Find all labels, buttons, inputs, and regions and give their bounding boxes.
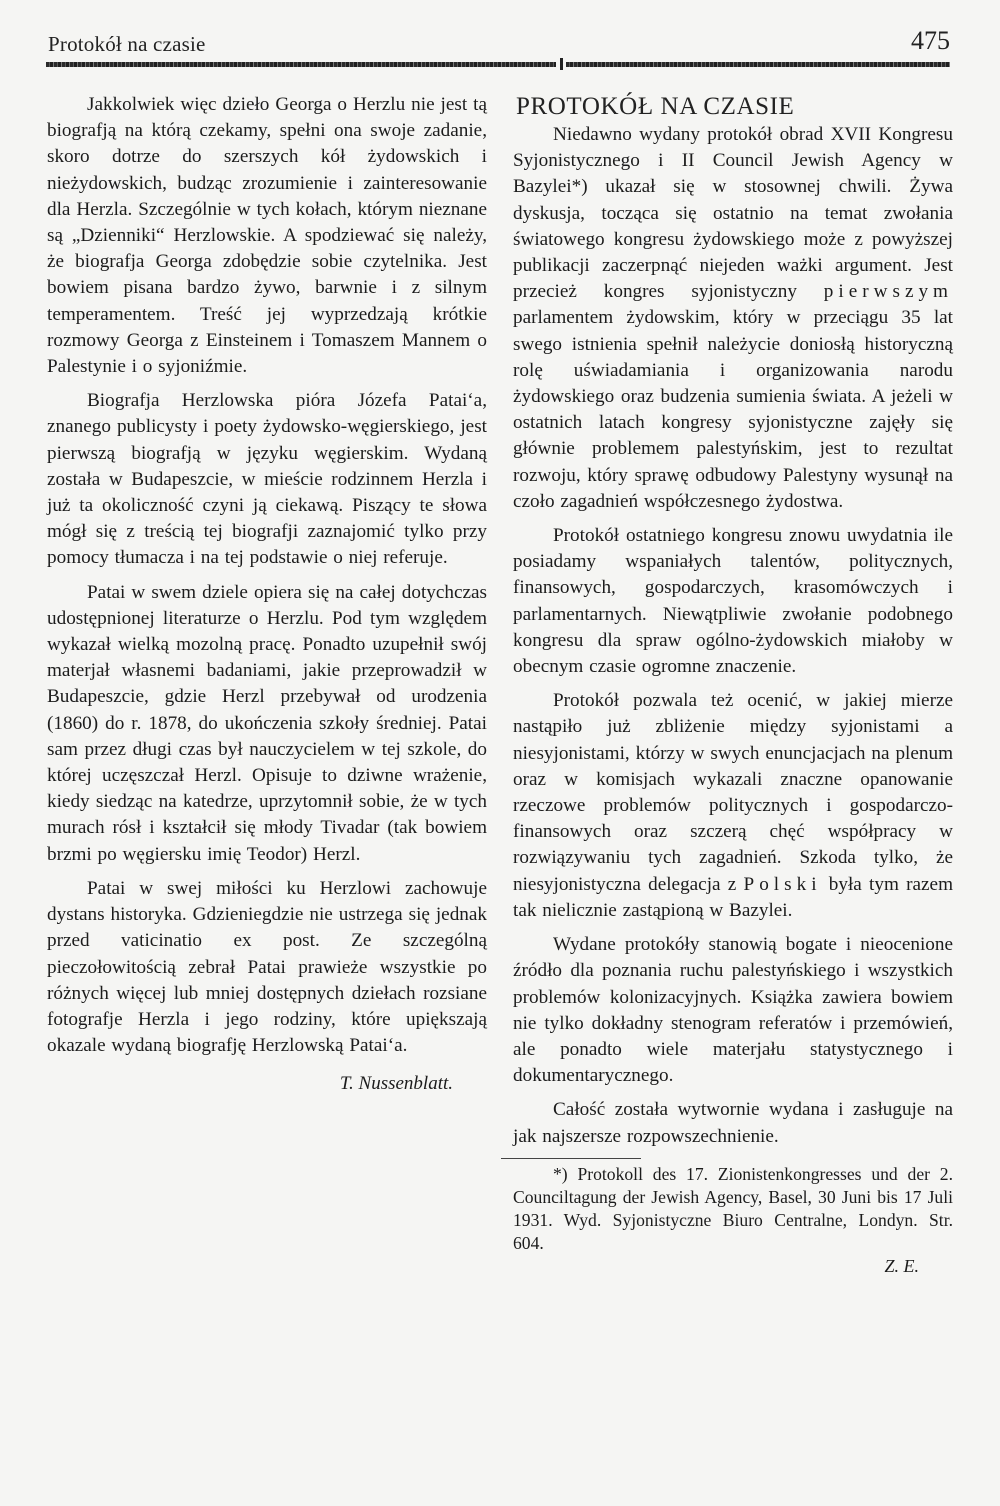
author-signature: T. Nussenblatt. [339,1073,453,1095]
text-run: była tym razem tak nielicznie zastąpioną w Bazylei. [513,873,953,921]
paragraph [513,688,953,924]
header-rule-divider [560,58,563,70]
running-head [48,24,950,64]
footnote-signature: Z. E. [884,1255,919,1276]
footnote: *) Protokoll des 17. Zionistenkongresses und der 2. Counciltagung der Jewish Agency, Basel, 30 Juni bis 17 Juli 1931. Wyd. Syjonistyczne Biuro Centralne, Londyn. Str. 604. [513,1163,953,1253]
emphasized-spaced-text: pierwszym [823,281,953,303]
page-number: 475 [911,26,950,55]
text-run: parlamentem żydowskim, który w przeciągu 35 lat swego istnienia spełnił należycie doniosłą historyczną rolę uświadamiania i organizowania narodu żydowskiego oraz budzenia sumienia świata. A jeżeli w ostatnich latach kongresy syjonistyczne zajęły się głównie problemem palestyńskim, jest to rezultat rozwoju, który sprawę odbudowy Palestyny wysunął na czoło zagadnień współczesnego żydostwa. [513,307,953,512]
running-head-title: Protokół na czasie [48,32,206,56]
paragraph: Biografja Herzlowska pióra Józefa Patai‘a, znanego publicysty i poety żydowsko-węgierskiego, jest pierwszą biografją w języku węgierskim. Wydaną została w Budapeszcie, w mieście rodzinnem Herzla i już ta okoliczność czyni ją ciekawą. Piszący te słowa mógł się z treścią tej biografji zaznajomić tylko przy pomocy tłumacza i na tej podstawie o niej referuje. [47,390,487,569]
paragraph: Wydane protokóły stanowią bogate i nieocenione źródło dla poznania ruchu palestyńskiego i wszystkich problemów kolonizacyjnych. Książka zawiera bowiem nie tylko dokładny stenogram referatów i przemówień, ale ponadto wiele materjału statystycznego i dokumentarycznego. [513,934,953,1087]
paragraph [513,122,953,515]
paragraph: Całość została wytwornie wydana i zasługuje na jak najszersze rozpowszechnienie. [513,1099,953,1147]
header-rule-left [46,62,556,67]
article-title: PROTOKÓŁ NA CZASIE [516,93,795,120]
paragraph: Patai w swem dziele opiera się na całej dotychczas udostępnionej literaturze o Herzlu. Pod tym względem wykazał wielką mozolną pracę. Ponadto uzupełnił swój materjał własnemi badaniami, jakie przeprowadził w Budapeszcie, gdzie Herzl przebywał od urodzenia (1860) do r. 1878, do ukończenia szkoły średniej. Patai sam przez długi czas był nauczycielem w tej szkole, do której uczęszczał Herzl. Opisuje to dziwne wrażenie, kiedy siedząc na katedrze, uprzytomnił sobie, że w tych murach rósł i kształcił się młody Tivadar (tak bowiem brzmi po węgiersku imię Teodor) Herzl. [47,581,487,865]
paragraph: Protokół ostatniego kongresu znowu uwydatnia ile posiadamy wspaniałych talentów, politycznych, finansowych, gospodarczych, krasomówczych i parlamentarnych. Niewątpliwie zwołanie podobnego kongresu dla spraw ogólno-żydowskich miałoby w obecnym czasie ogromne znaczenie. [513,525,953,678]
header-rule-right [566,62,950,67]
text-run: Protokół pozwala też ocenić, w jakiej mierze nastąpiło już zbliżenie między syjonistami a niesyjonistami, którzy w swych enuncjacjach na plenum oraz w komisjach wykazali znaczne opanowanie rzeczowe problemów politycznych i gospodarczo-finansowych oraz szczerą chęć współpracy w rozwiązywaniu tych zagadnień. Szkoda tylko, że niesyjonistyczna delegacja z [513,690,953,895]
paragraph: Patai w swej miłości ku Herzlowi zachowuje dystans historyka. Gdzieniegdzie nie ustrzega się jednak przed vaticinatio ex post. Ze szczególną pieczołowitością zebrał Patai prawieże wszystkie po różnych więcej lub mniej dostępnych dziełach rozsiane fotografje Herzla i jego rodziny, które upiększają okazale wydaną biografję Herzlowską Patai‘a. [47,877,487,1057]
footnote-rule [501,1158,641,1159]
text-run: Niedawno wydany protokół obrad XVII Kongresu Syjonistycznego i II Council Jewish Agency w Bazylei*) ukazał się w stosownej chwili. Żywa dyskusja, tocząca się ostatnio na temat zwołania światowego kongresu żydowskiego może z powyższej publikacji zaczerpnąć niejeden ważki argument. Jest przecież kongres syjonistyczny [513,124,953,303]
right-column [513,92,953,1277]
paragraph: Jakkolwiek więc dzieło Georga o Herzlu nie jest tą biografją na którą czekamy, spełni ona swoje zadanie, skoro dotrze do szerszych kół żydowskich i nieżydowskich, budząc zrozumienie i zainteresowanie dla Herzla. Szczególnie w tych kołach, którym nieznane są „Dzienniki“ Herzlowskie. A spodziewać się należy, że biografja Georga zdobędzie sobie czytelnika. Jest bowiem pisana bardzo żywo, barwnie i z silnym temperamentem. Treść jej wyprzedzają krótkie rozmowy Georga z Einsteinem i Tomaszem Mannem o Palestynie i o syjoniźmie. [47,94,487,378]
emphasized-spaced-text: Polski [743,873,822,895]
left-column [47,92,487,1098]
